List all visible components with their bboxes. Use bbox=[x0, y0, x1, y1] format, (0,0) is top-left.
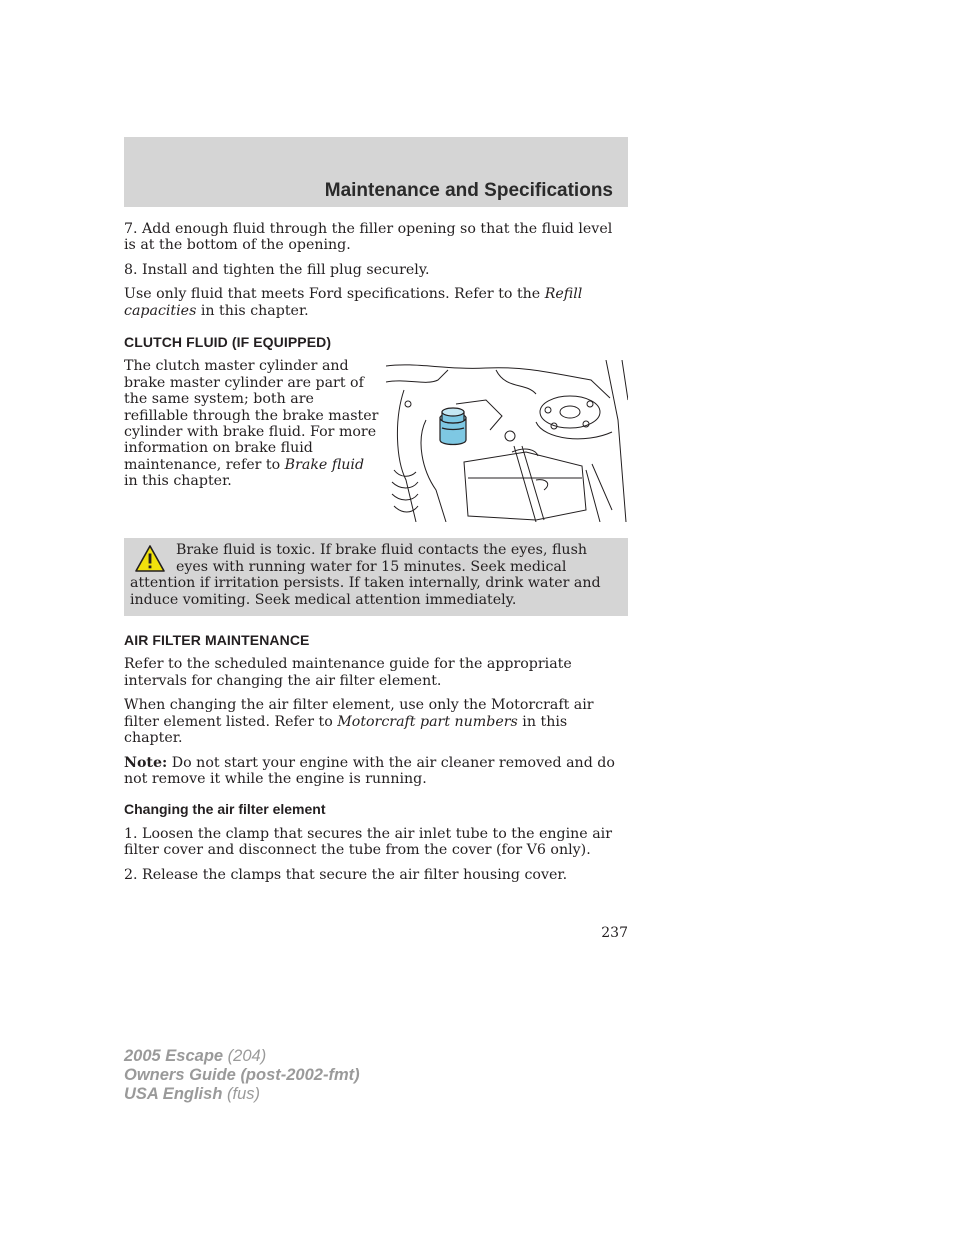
fluid-note: Use only fluid that meets Ford specifications. Refer to the Refill capacities in this chapter. bbox=[124, 286, 583, 319]
warning-triangle-icon bbox=[134, 544, 166, 574]
footer-line-model: 2005 Escape (204) bbox=[124, 1047, 267, 1065]
air-filter-step-1: 1. Loosen the clamp that secures the air inlet tube to the engine air filter cover and disconnect the tube from the cover (for V6 only). bbox=[124, 825, 612, 859]
warning-box bbox=[124, 538, 628, 616]
footer-line-guide: Owners Guide (post-2002-fmt) bbox=[124, 1066, 360, 1084]
chapter-title: Maintenance and Specifications bbox=[324, 180, 613, 201]
clutch-section bbox=[124, 358, 628, 538]
brake-fluid-reference: Brake fluid bbox=[284, 456, 365, 473]
clutch-paragraph: The clutch master cylinder and brake master cylinder are part of the same system; both are refillable through the brake master cylinder with brake fluid. For more information on brake fluid maintenance, refer to Brake fluid in this chapter. bbox=[124, 358, 379, 490]
warning-text: Brake fluid is toxic. If brake fluid contacts the eyes, flush eyes with running water for 15 minutes. Seek medical attention if irritation persists. If taken internally, drink water and induce vomiting. Seek medical attention immediately. bbox=[130, 542, 601, 608]
air-filter-intro: Refer to the scheduled maintenance guide for the appropriate intervals for changing the air filter element. bbox=[124, 656, 572, 689]
note-label: Note: bbox=[124, 754, 168, 771]
page-number: 237 bbox=[601, 925, 628, 941]
reservoir-highlight bbox=[440, 408, 466, 445]
chapter-header bbox=[124, 137, 628, 207]
refill-capacities-reference: Refill capacities bbox=[124, 286, 583, 319]
motorcraft-part-numbers-reference: Motorcraft part numbers bbox=[337, 713, 518, 730]
air-filter-heading: AIR FILTER MAINTENANCE bbox=[124, 632, 310, 649]
page-content bbox=[124, 221, 628, 891]
step-7: 7. Add enough fluid through the filler opening so that the fluid level is at the bottom of the opening. bbox=[124, 221, 613, 254]
air-filter-step-2: 2. Release the clamps that secure the air filter housing cover. bbox=[124, 866, 568, 883]
footer-line-language: USA English (fus) bbox=[124, 1085, 260, 1103]
engine-note: Note: Do not start your engine with the air cleaner removed and do not remove it while the engine is running. bbox=[124, 754, 615, 787]
changing-air-filter-heading: Changing the air filter element bbox=[124, 801, 326, 818]
clutch-fluid-heading: CLUTCH FLUID (IF EQUIPPED) bbox=[124, 334, 332, 351]
brake-reservoir-illustration bbox=[386, 360, 628, 522]
air-filter-element-note: When changing the air filter element, use only the Motorcraft air filter element listed. Refer to Motorcraft part numbers in this chapter. bbox=[124, 697, 594, 747]
step-8: 8. Install and tighten the fill plug securely. bbox=[124, 261, 430, 278]
document-footer bbox=[124, 1047, 360, 1104]
